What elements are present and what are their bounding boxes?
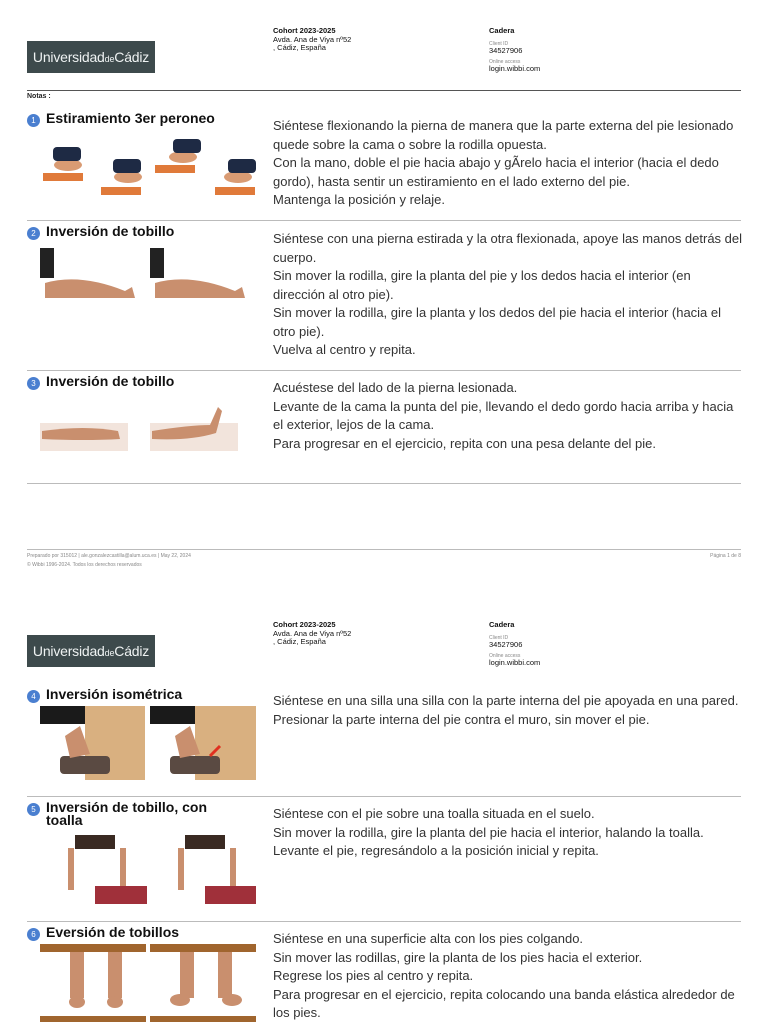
- client-id-label: Client ID: [489, 40, 509, 47]
- online-access-link[interactable]: login.wibbi.com: [489, 64, 541, 73]
- footer-prepared: Preparado por 315012 | ale.gonzalezcastilla@alum.uca.es | May 22, 2024: [27, 553, 191, 559]
- footer-copyright: © Wibbi 1996-2024. Todos los derechos reservados: [27, 562, 142, 568]
- client-info: [489, 27, 540, 74]
- instruction-line: Siéntese en una silla una silla con la parte interna del pie apoyada en una pared.: [273, 693, 739, 708]
- exercise-title: Eversión de tobillos: [46, 924, 180, 940]
- exercise-5-description: [273, 805, 743, 861]
- notes-label: Notas :: [27, 93, 51, 100]
- instruction-line: Sin mover la rodilla, gire la planta del pie hacia el interior, halando la toalla.: [273, 824, 704, 840]
- exercise-number-badge: 2: [27, 227, 40, 240]
- exercise-divider: [27, 796, 741, 797]
- exercise-4-image: [40, 706, 256, 780]
- exercise-number-badge: 5: [27, 803, 40, 816]
- exercise-2-description: [273, 230, 743, 360]
- client-info: [489, 621, 540, 668]
- exercise-6-image: [40, 944, 256, 1024]
- client-id-label: Client ID: [489, 634, 509, 641]
- exercise-2-header: [27, 225, 236, 240]
- exercise-title: Inversión de tobillo: [46, 223, 175, 239]
- org-name: Cohort 2023-2025: [273, 26, 336, 35]
- instruction-line: Sin mover las rodillas, gire la planta de los pies hacia el exterior.: [273, 949, 643, 965]
- footer-divider: [27, 549, 741, 550]
- online-access-label: Online access: [489, 653, 521, 659]
- program-name: Cadera: [489, 26, 515, 35]
- address-line-1: Avda. Ana de Viya nº52: [273, 34, 352, 44]
- exercise-5-image: [40, 830, 256, 906]
- address-line-2: , Cádiz, España: [273, 637, 326, 646]
- instruction-line: Vuelva al centro y repita.: [273, 342, 416, 357]
- instruction-line: Para progresar en el ejercicio, repita colocando una banda elástica alrededor de los pies.: [273, 986, 735, 1020]
- exercise-5-header: [27, 801, 236, 827]
- org-info: [273, 621, 351, 647]
- online-access-link[interactable]: login.wibbi.com: [489, 658, 541, 667]
- exercise-4-description: [273, 692, 743, 729]
- exercise-divider: [27, 921, 741, 922]
- exercise-title: Estiramiento 3er peroneo: [46, 110, 215, 126]
- instruction-line: Siéntese con una pierna estirada y la otra flexionada, apoye las manos detrás del cuerpo.: [273, 231, 743, 265]
- address-line-1: Avda. Ana de Viya nº52: [273, 628, 352, 638]
- exercise-3-description: [273, 379, 743, 453]
- exercise-divider: [27, 370, 741, 371]
- exercise-3-image: [40, 403, 240, 453]
- exercise-1-description: [273, 117, 743, 210]
- org-info: [273, 27, 351, 53]
- instruction-line: Presionar la parte interna del pie contra el muro, sin mover el pie.: [273, 711, 650, 727]
- exercise-title: Inversión isométrica: [46, 686, 183, 702]
- exercise-title: Inversión de tobillo, con toalla: [46, 799, 208, 828]
- footer-page-number: Página 1 de 8: [710, 553, 741, 559]
- program-name: Cadera: [489, 620, 515, 629]
- address-line-2: , Cádiz, España: [273, 43, 326, 52]
- client-id: 34527906: [489, 45, 523, 55]
- instruction-line: Siéntese con el pie sobre una toalla situada en el suelo.: [273, 806, 595, 821]
- exercise-1-image: [33, 135, 263, 205]
- instruction-line: Mantenga la posición y relaje.: [273, 192, 445, 207]
- exercise-6-description: [273, 930, 743, 1023]
- exercise-number-badge: 4: [27, 690, 40, 703]
- instruction-line: Sin mover la rodilla, gire la planta del pie y los dedos hacia el interior (en dirección al otro pie).: [273, 268, 691, 302]
- online-access-label: Online access: [489, 59, 521, 65]
- client-id: 34527906: [489, 639, 523, 649]
- university-logo: UniversidaddeCádiz: [27, 41, 155, 73]
- instruction-line: Siéntese flexionando la pierna de manera que la parte externa del pie lesionado quede sobre la cama o sobre la rodilla opuesta.: [273, 118, 734, 152]
- instruction-line: Levante el pie, regresándolo a la posición inicial y repita.: [273, 843, 599, 858]
- exercise-1-header: [27, 112, 236, 127]
- header-divider: [27, 90, 741, 91]
- instruction-line: Regrese los pies al centro y repita.: [273, 968, 474, 983]
- exercise-divider: [27, 483, 741, 484]
- exercise-2-image: [40, 243, 256, 303]
- instruction-line: Para progresar en el ejercicio, repita con una pesa delante del pie.: [273, 435, 657, 451]
- instruction-line: Con la mano, doble el pie hacia abajo y gÃrelo hacia el interior (hacia el dedo gordo), hasta sentir un estiramiento en el lado externo del pie.: [273, 155, 719, 189]
- exercise-number-badge: 3: [27, 377, 40, 390]
- exercise-4-header: [27, 688, 236, 703]
- exercise-number-badge: 6: [27, 928, 40, 941]
- instruction-line: Sin mover la rodilla, gire la planta y los dedos del pie hacia el interior (hacia el otro pie).: [273, 305, 722, 339]
- exercise-title: Inversión de tobillo: [46, 373, 175, 389]
- org-name: Cohort 2023-2025: [273, 620, 336, 629]
- instruction-line: Levante de la cama la punta del pie, llevando el dedo gordo hacia arriba y hacia el exterior, lejos de la cama.: [273, 398, 734, 432]
- instruction-line: Siéntese en una superficie alta con los pies colgando.: [273, 931, 584, 946]
- exercise-divider: [27, 220, 741, 221]
- instruction-line: Acuéstese del lado de la pierna lesionada.: [273, 380, 518, 395]
- exercise-6-header: [27, 926, 236, 941]
- exercise-3-header: [27, 375, 236, 390]
- university-logo: UniversidaddeCádiz: [27, 635, 155, 667]
- exercise-number-badge: 1: [27, 114, 40, 127]
